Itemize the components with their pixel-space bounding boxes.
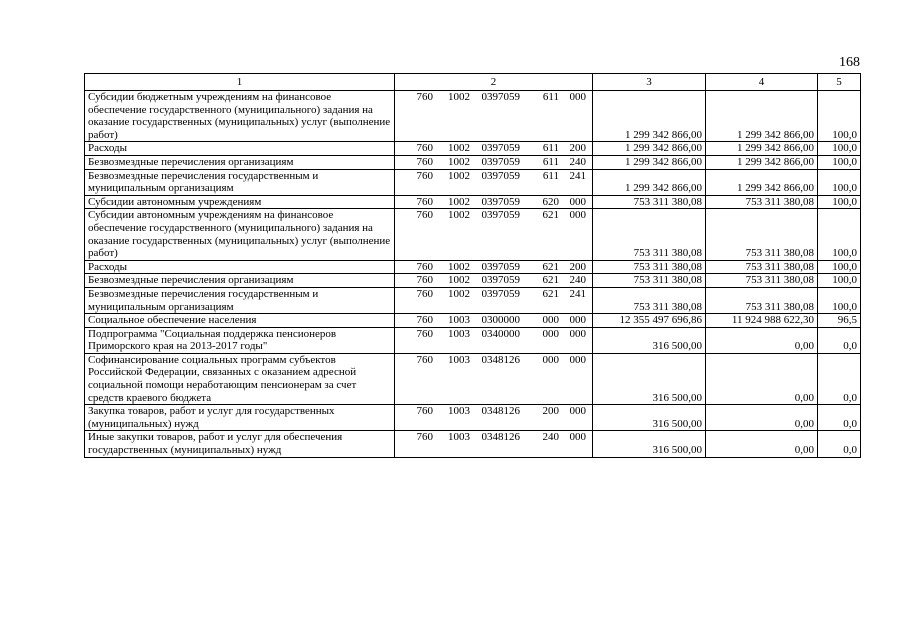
table-row [85,353,861,404]
target-code: 0397059 [481,274,520,287]
kosgu-code: 000 [569,91,586,103]
admin-code: 760 [416,91,433,103]
expense-type-code: 621 [542,287,559,300]
planned-amount: 1 299 342 866,00 [593,155,706,169]
execution-percent: 0,0 [818,353,861,404]
row-description: Безвозмездные перечисления государственным и муниципальным организациям [85,287,395,313]
actual-amount: 1 299 342 866,00 [706,142,818,156]
row-description: Безвозмездные перечисления организациям [85,274,395,288]
admin-code: 760 [416,405,433,418]
table-row [85,169,861,195]
table-row [85,91,861,142]
expense-type-code: 611 [542,169,559,182]
execution-percent: 96,5 [818,314,861,328]
planned-amount: 316 500,00 [593,405,706,431]
section-code: 1002 [448,209,470,222]
actual-amount: 753 311 380,08 [706,209,818,260]
expense-type-code: 620 [542,195,559,208]
column-header: 2 [395,74,593,91]
admin-code: 760 [416,314,433,327]
admin-code: 760 [416,195,433,208]
column-header: 4 [706,74,818,91]
target-code: 0397059 [481,155,520,168]
execution-percent: 0,0 [818,327,861,353]
planned-amount: 12 355 497 696,86 [593,314,706,328]
section-code: 1003 [448,327,470,340]
row-codes [395,405,593,431]
planned-amount: 316 500,00 [593,431,706,457]
column-header: 3 [593,74,706,91]
table-row [85,209,861,260]
admin-code: 760 [416,169,433,182]
execution-percent: 0,0 [818,405,861,431]
expense-type-code: 000 [542,353,559,366]
kosgu-code: 200 [569,142,586,155]
planned-amount: 753 311 380,08 [593,209,706,260]
table-row [85,155,861,169]
row-codes [395,274,593,288]
row-codes [395,142,593,156]
row-description: Субсидии автономным учреждениям [85,195,395,209]
actual-amount: 11 924 988 622,30 [706,314,818,328]
admin-code: 760 [416,327,433,340]
target-code: 0397059 [481,287,520,300]
row-codes [395,169,593,195]
row-codes [395,260,593,274]
section-code: 1003 [448,353,470,366]
row-description: Субсидии бюджетным учреждениям на финансовое обеспечение государственного (муниципального) задания на оказание государственных (муниципальных) услуг (выполнение работ) [85,91,395,142]
actual-amount: 0,00 [706,327,818,353]
execution-percent: 100,0 [818,209,861,260]
section-code: 1002 [448,274,470,287]
execution-percent: 100,0 [818,169,861,195]
section-code: 1003 [448,314,470,327]
actual-amount: 753 311 380,08 [706,260,818,274]
actual-amount: 1 299 342 866,00 [706,91,818,142]
table-row [85,260,861,274]
kosgu-code: 241 [569,169,586,182]
table-row [85,142,861,156]
row-codes [395,431,593,457]
expense-type-code: 621 [542,260,559,273]
admin-code: 760 [416,142,433,155]
table-row [85,287,861,313]
expense-type-code: 000 [542,327,559,340]
actual-amount: 753 311 380,08 [706,195,818,209]
column-header: 1 [85,74,395,91]
table-header-row [85,74,861,91]
planned-amount: 753 311 380,08 [593,260,706,274]
row-description: Социальное обеспечение населения [85,314,395,328]
section-code: 1003 [448,431,470,444]
budget-table [84,73,861,458]
table-row [85,314,861,328]
execution-percent: 0,0 [818,431,861,457]
execution-percent: 100,0 [818,195,861,209]
row-codes [395,195,593,209]
admin-code: 760 [416,431,433,444]
expense-type-code: 611 [542,142,559,155]
target-code: 0397059 [481,195,520,208]
admin-code: 760 [416,155,433,168]
target-code: 0348126 [481,405,520,418]
kosgu-code: 000 [569,209,586,222]
expense-type-code: 200 [542,405,559,418]
target-code: 0340000 [481,327,520,340]
admin-code: 760 [416,287,433,300]
kosgu-code: 000 [569,405,586,418]
target-code: 0397059 [481,91,520,103]
row-description: Расходы [85,142,395,156]
row-description: Расходы [85,260,395,274]
kosgu-code: 240 [569,274,586,287]
admin-code: 760 [416,353,433,366]
planned-amount: 316 500,00 [593,327,706,353]
row-codes [395,314,593,328]
expense-type-code: 611 [542,155,559,168]
section-code: 1002 [448,287,470,300]
actual-amount: 1 299 342 866,00 [706,169,818,195]
column-header: 5 [818,74,861,91]
planned-amount: 1 299 342 866,00 [593,142,706,156]
planned-amount: 316 500,00 [593,353,706,404]
row-codes [395,91,593,142]
execution-percent: 100,0 [818,155,861,169]
planned-amount: 1 299 342 866,00 [593,91,706,142]
actual-amount: 0,00 [706,405,818,431]
row-codes [395,287,593,313]
target-code: 0348126 [481,353,520,366]
actual-amount: 0,00 [706,353,818,404]
actual-amount: 1 299 342 866,00 [706,155,818,169]
actual-amount: 753 311 380,08 [706,274,818,288]
row-description: Подпрограмма "Социальная поддержка пенсионеров Приморского края на 2013-2017 годы" [85,327,395,353]
expense-type-code: 000 [542,314,559,327]
table-row [85,405,861,431]
table-row [85,327,861,353]
row-codes [395,209,593,260]
target-code: 0397059 [481,260,520,273]
target-code: 0348126 [481,431,520,444]
target-code: 0397059 [481,209,520,222]
kosgu-code: 000 [569,431,586,444]
target-code: 0397059 [481,169,520,182]
section-code: 1002 [448,155,470,168]
row-description: Безвозмездные перечисления государственным и муниципальным организациям [85,169,395,195]
kosgu-code: 000 [569,195,586,208]
actual-amount: 753 311 380,08 [706,287,818,313]
expense-type-code: 621 [542,274,559,287]
table-body [85,91,861,458]
kosgu-code: 000 [569,353,586,366]
execution-percent: 100,0 [818,287,861,313]
section-code: 1003 [448,405,470,418]
expense-type-code: 621 [542,209,559,222]
target-code: 0300000 [481,314,520,327]
kosgu-code: 200 [569,260,586,273]
row-description: Софинансирование социальных программ субъектов Российской Федерации, связанных с оказанием адресной социальной помощи неработающим пенсионерам за счет средств краевого бюджета [85,353,395,404]
actual-amount: 0,00 [706,431,818,457]
execution-percent: 100,0 [818,91,861,142]
planned-amount: 1 299 342 866,00 [593,169,706,195]
planned-amount: 753 311 380,08 [593,274,706,288]
execution-percent: 100,0 [818,274,861,288]
admin-code: 760 [416,260,433,273]
table-row [85,195,861,209]
section-code: 1002 [448,169,470,182]
row-codes [395,353,593,404]
row-codes [395,327,593,353]
execution-percent: 100,0 [818,260,861,274]
admin-code: 760 [416,209,433,222]
page-number: 168 [839,55,860,70]
section-code: 1002 [448,91,470,103]
row-description: Закупка товаров, работ и услуг для государственных (муниципальных) нужд [85,405,395,431]
section-code: 1002 [448,260,470,273]
kosgu-code: 000 [569,327,586,340]
row-description: Иные закупки товаров, работ и услуг для обеспечения государственных (муниципальных) нужд [85,431,395,457]
execution-percent: 100,0 [818,142,861,156]
planned-amount: 753 311 380,08 [593,287,706,313]
kosgu-code: 240 [569,155,586,168]
kosgu-code: 000 [569,314,586,327]
row-description: Безвозмездные перечисления организациям [85,155,395,169]
row-codes [395,155,593,169]
expense-type-code: 611 [542,91,559,103]
table-row [85,274,861,288]
table-row [85,431,861,457]
section-code: 1002 [448,195,470,208]
kosgu-code: 241 [569,287,586,300]
target-code: 0397059 [481,142,520,155]
planned-amount: 753 311 380,08 [593,195,706,209]
expense-type-code: 240 [542,431,559,444]
section-code: 1002 [448,142,470,155]
admin-code: 760 [416,274,433,287]
row-description: Субсидии автономным учреждениям на финансовое обеспечение государственного (муниципального) задания на оказание государственных (муниципальных) услуг (выполнение работ) [85,209,395,260]
